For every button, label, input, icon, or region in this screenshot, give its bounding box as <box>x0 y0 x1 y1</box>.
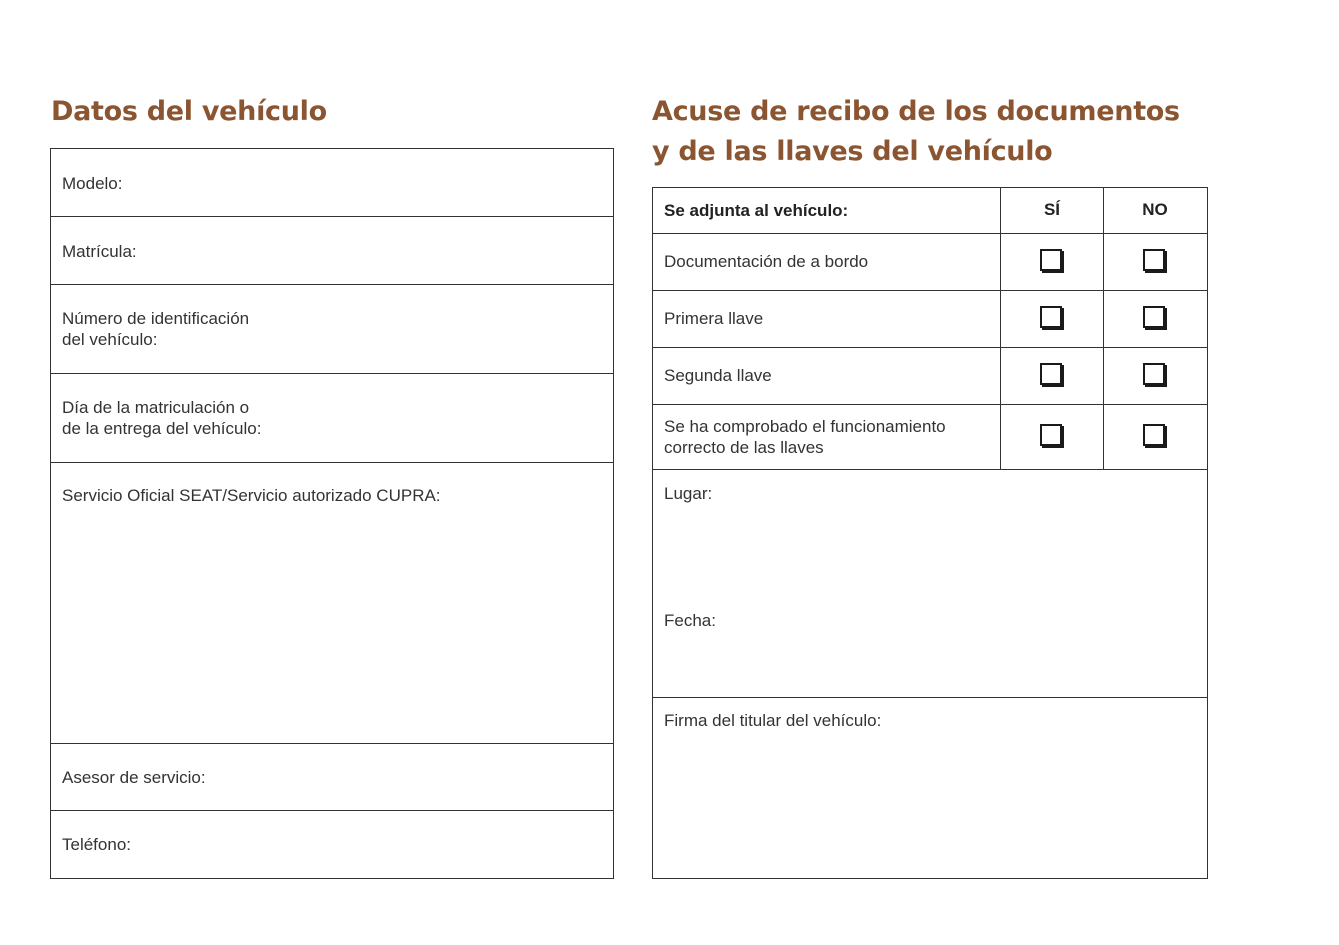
service-dealer-label: Servicio Oficial SEAT/Servicio autorizado CUPRA: <box>62 486 441 505</box>
vin-field[interactable] <box>51 285 613 374</box>
yes-column-header: SÍ <box>1043 200 1061 219</box>
license-plate-label: Matrícula: <box>62 242 137 261</box>
phone-label: Teléfono: <box>62 835 131 854</box>
receipt-title-line2: y de las llaves del vehículo <box>652 136 1053 167</box>
table-row <box>653 234 1207 291</box>
first-key-no-checkbox[interactable] <box>1143 306 1165 328</box>
onboard-docs-yes-checkbox[interactable] <box>1040 249 1062 271</box>
vehicle-data-form <box>50 148 614 879</box>
second-key-yes-checkbox[interactable] <box>1040 363 1062 385</box>
keys-check-no-checkbox[interactable] <box>1143 424 1165 446</box>
signature-section[interactable] <box>653 698 1207 878</box>
divider <box>1103 291 1104 347</box>
divider <box>1000 234 1001 290</box>
table-header <box>653 188 1207 234</box>
signature-label: Firma del titular del vehículo: <box>664 711 882 730</box>
table-row <box>653 291 1207 348</box>
model-label: Modelo: <box>62 174 123 193</box>
receipt-title-line1: Acuse de recibo de los documentos <box>652 96 1180 127</box>
registration-date-field[interactable] <box>51 374 613 463</box>
license-plate-field[interactable] <box>51 217 613 285</box>
second-key-label: Segunda llave <box>664 366 772 385</box>
service-advisor-label: Asesor de servicio: <box>62 768 206 787</box>
divider <box>1103 348 1104 404</box>
place-label: Lugar: <box>664 484 713 503</box>
divider <box>1000 291 1001 347</box>
first-key-yes-checkbox[interactable] <box>1040 306 1062 328</box>
onboard-docs-no-checkbox[interactable] <box>1143 249 1165 271</box>
table-row <box>653 405 1207 470</box>
phone-field[interactable] <box>51 811 613 878</box>
divider <box>1000 348 1001 404</box>
place-date-section[interactable] <box>653 470 1207 698</box>
service-advisor-field[interactable] <box>51 744 613 811</box>
second-key-no-checkbox[interactable] <box>1143 363 1165 385</box>
receipt-table <box>652 187 1208 879</box>
divider <box>1000 405 1001 469</box>
vehicle-data-title: Datos del vehículo <box>51 96 327 127</box>
vin-label: Número de identificación del vehículo: <box>62 309 250 349</box>
attached-header: Se adjunta al vehículo: <box>664 201 849 220</box>
divider <box>1103 234 1104 290</box>
divider <box>1103 405 1104 469</box>
registration-date-label: Día de la matriculación o de la entrega del vehículo: <box>62 398 262 438</box>
first-key-label: Primera llave <box>664 309 764 328</box>
model-field[interactable] <box>51 149 613 217</box>
date-label: Fecha: <box>664 611 716 630</box>
keys-check-yes-checkbox[interactable] <box>1040 424 1062 446</box>
service-dealer-field[interactable] <box>51 463 613 744</box>
table-row <box>653 348 1207 405</box>
keys-check-label: Se ha comprobado el funcionamiento correcto de las llaves <box>664 417 946 457</box>
onboard-docs-label: Documentación de a bordo <box>664 252 869 271</box>
no-column-header: NO <box>1142 200 1168 219</box>
receipt-title <box>652 92 1180 172</box>
